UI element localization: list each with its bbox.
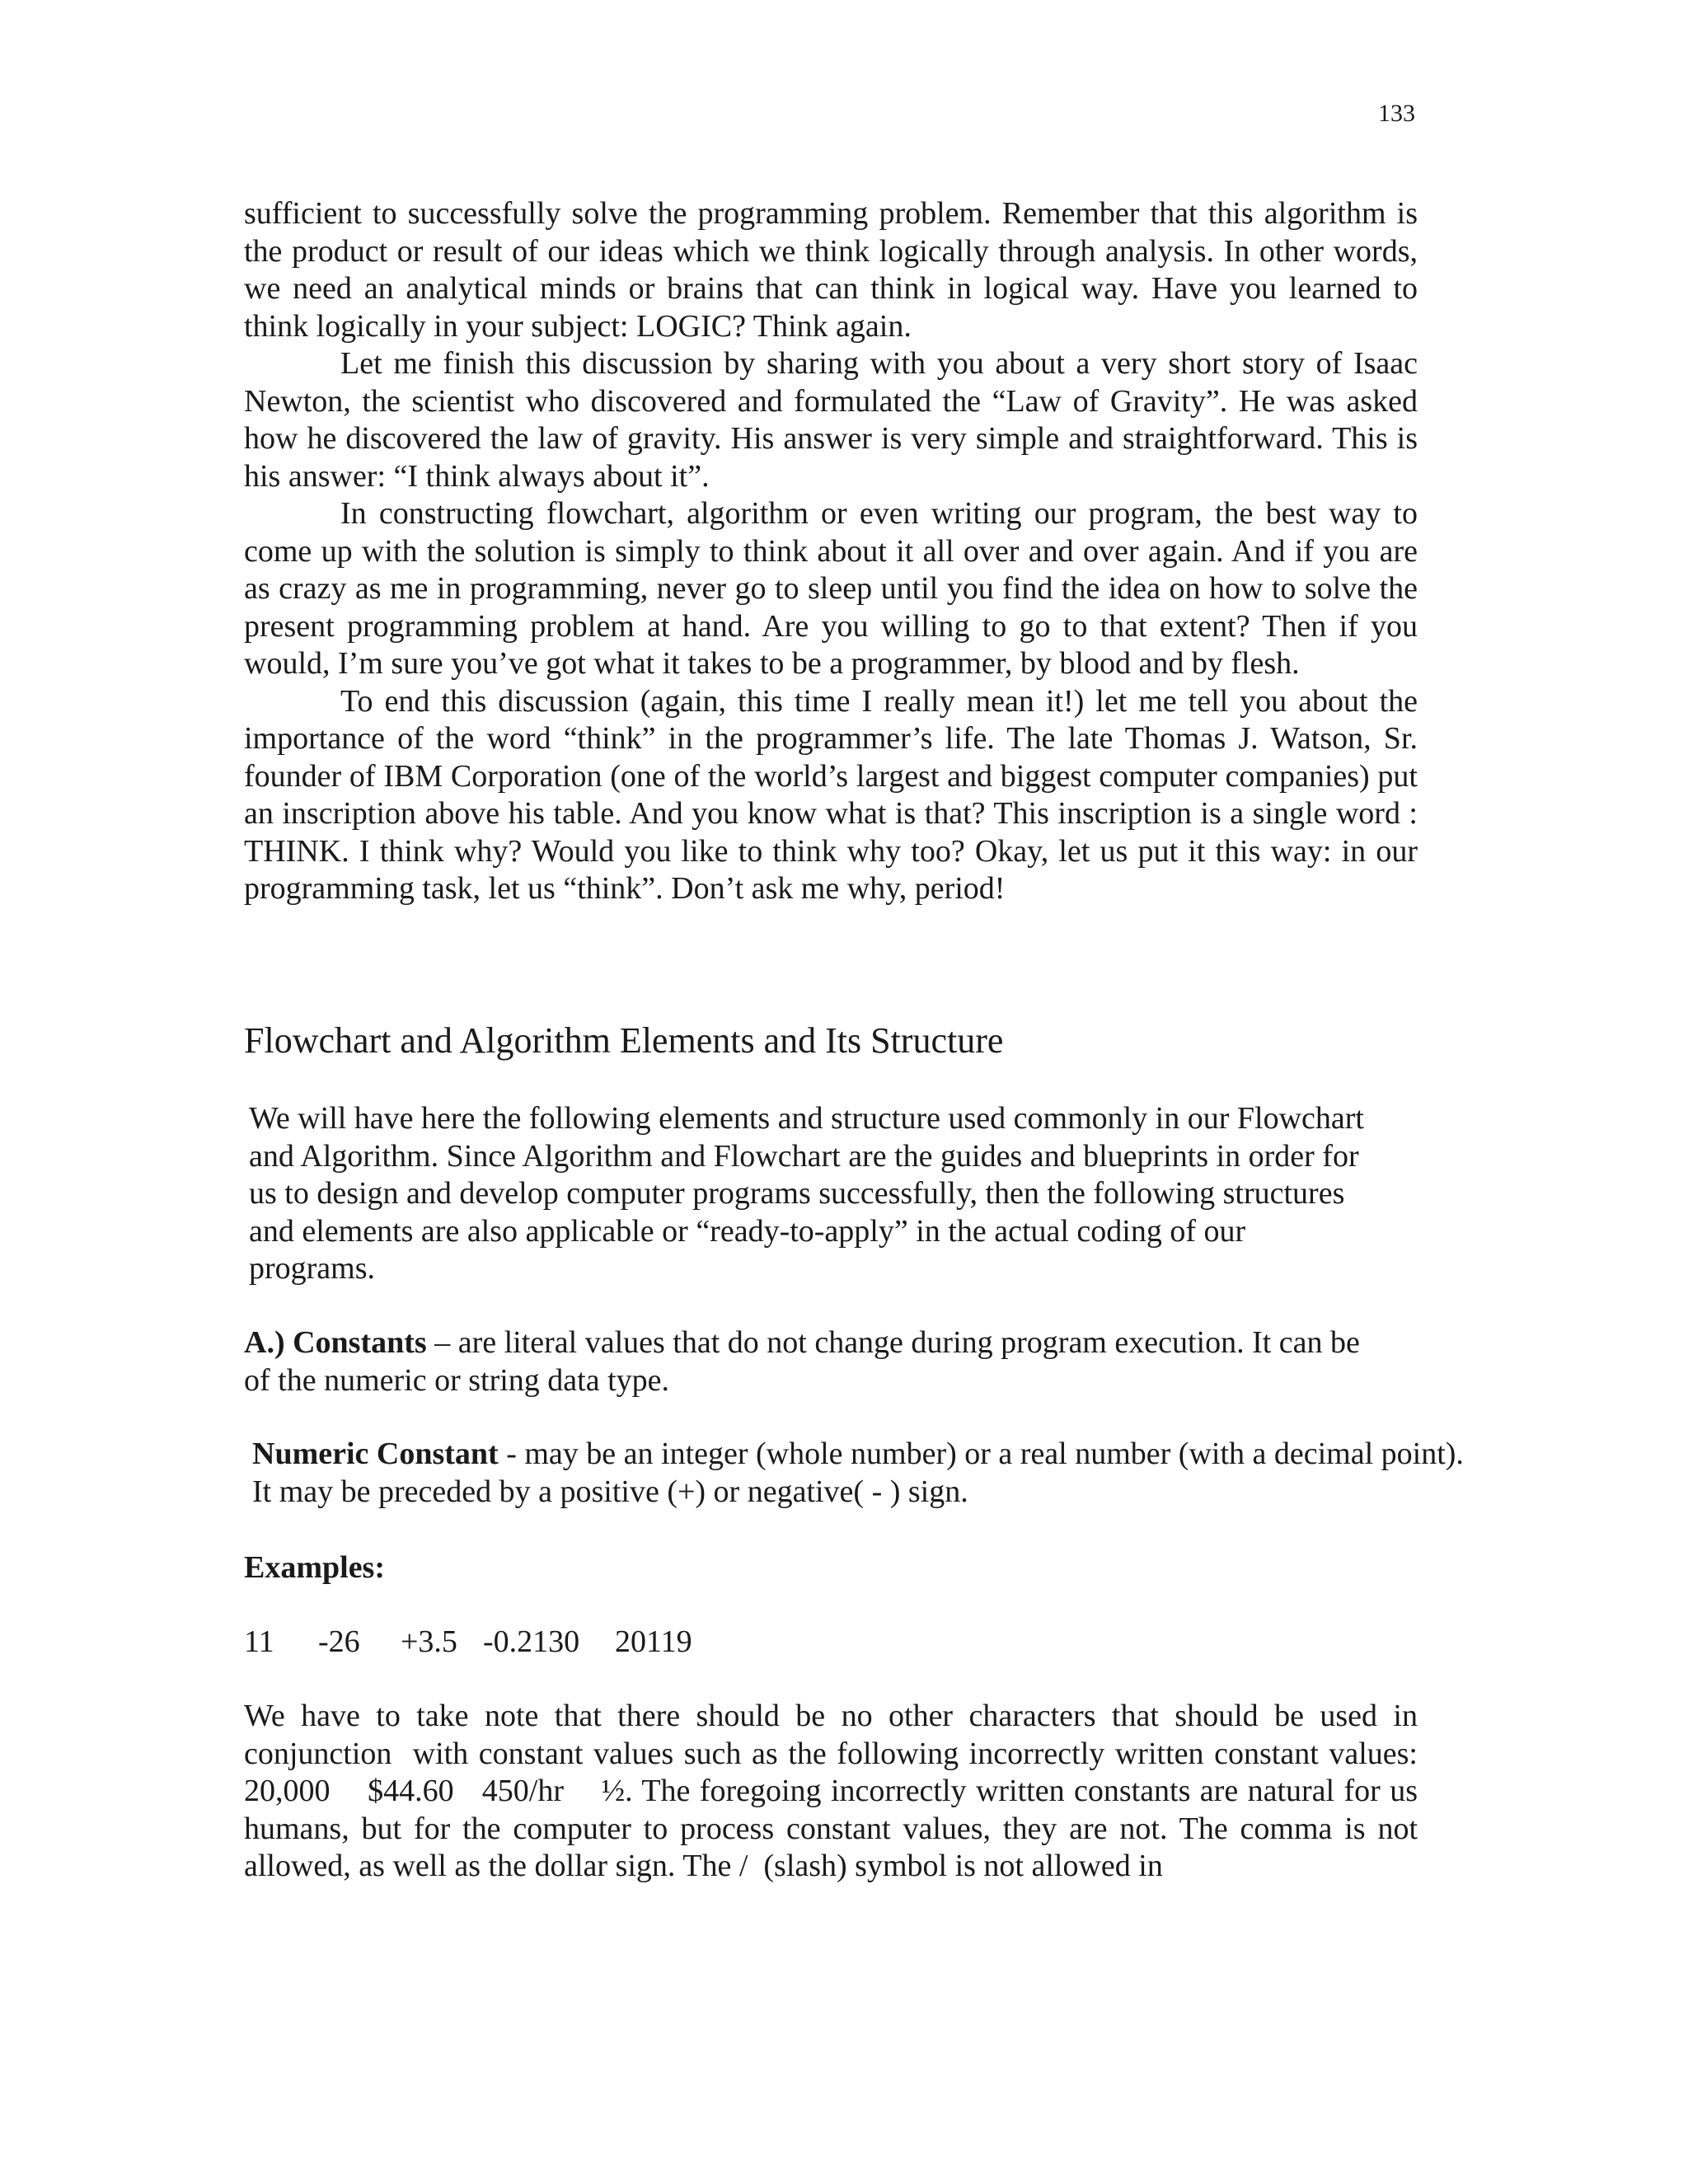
example-value: +3.5 [401, 1624, 457, 1659]
intro-paragraph-1: sufficient to successfully solve the programming problem. Remember that this algorithm is the product or result of our ideas which we think logically through analysis. In other words, we need an analytical minds or brains that can think in logical way. Have you learned to think logically in your subject: LOGIC? Think again. [244, 196, 1418, 344]
example-value: 20119 [615, 1624, 692, 1659]
intro-paragraph-2: Let me finish this discussion by sharing with you about a very short story of Isaac Newton, the scientist who discovered and formulated the “Law of Gravity”. He was asked how he discovered the law of gravity. His answer is very simple and straightforward. This is his answer: “I think always about it”. [244, 346, 1418, 494]
examples-label-text: Examples: [244, 1550, 385, 1585]
section-intro [249, 1100, 1364, 1288]
examples-label [244, 1549, 385, 1587]
intro-text [244, 195, 1418, 908]
constants-line-1: – are literal values that do not change during program execution. It can be [426, 1325, 1360, 1360]
section-intro-line: programs. [249, 1251, 376, 1286]
section-intro-line: us to design and develop computer programs successfully, then the following structures [249, 1176, 1345, 1211]
constants-definition [244, 1324, 1360, 1399]
example-value: -26 [318, 1624, 360, 1659]
numeric-constant-term: Numeric Constant [252, 1436, 499, 1471]
closing-text [244, 1698, 1426, 1886]
numeric-constant-line-2: It may be preceded by a positive (+) or negative( - ) sign. [252, 1474, 968, 1509]
example-value: 11 [244, 1624, 274, 1659]
numeric-constant-definition [252, 1436, 1464, 1511]
section-intro-line: We will have here the following elements and structure used commonly in our Flowchart [249, 1101, 1364, 1136]
numeric-constant-line-1: - may be an integer (whole number) or a real number (with a decimal point). [498, 1436, 1464, 1471]
section-intro-line: and Algorithm. Since Algorithm and Flowchart are the guides and blueprints in order for [249, 1138, 1359, 1174]
section-heading: Flowchart and Algorithm Elements and Its Structure [244, 1020, 1004, 1061]
constants-term: A.) Constants [244, 1325, 427, 1360]
closing-paragraph: We have to take note that there should be no other characters that should be used in conjunction with constant values such as the following incorrectly written constant values: 20,000 $44.60 450/hr ½. The foregoing incorrectly written constants are natural for us humans, but for the computer to process constant values, they are not. The comma is not allowed, as well as the dollar sign. The / (slash) symbol is not allowed in [244, 1699, 1426, 1883]
section-intro-line: and elements are also applicable or “ready-to-apply” in the actual coding of our [249, 1213, 1246, 1249]
intro-paragraph-4: To end this discussion (again, this time I really mean it!) let me tell you about the importance of the word “think” in the programmer’s life. The late Thomas J. Watson, Sr. founder of IBM Corporation (one of the world’s largest and biggest computer companies) put an inscription above his table. And you know what is that? This inscription is a single word : THINK. I think why? Would you like to think why too? Okay, let us put it this way: in our programming task, let us “think”. Don’t ask me why, period! [244, 683, 1418, 906]
constants-line-2: of the numeric or string data type. [244, 1362, 670, 1398]
examples-row [244, 1624, 692, 1661]
example-value: -0.2130 [483, 1624, 580, 1659]
page-number: 133 [1378, 100, 1415, 127]
intro-paragraph-3: In constructing flowchart, algorithm or even writing our program, the best way to come up with the solution is simply to think about it all over and over again. And if you are as crazy as me in programming, never go to sleep until you find the idea on how to solve the present programming problem at hand. Are you willing to go to that extent? Then if you would, I’m sure you’ve got what it takes to be a programmer, by blood and by flesh. [244, 496, 1418, 681]
